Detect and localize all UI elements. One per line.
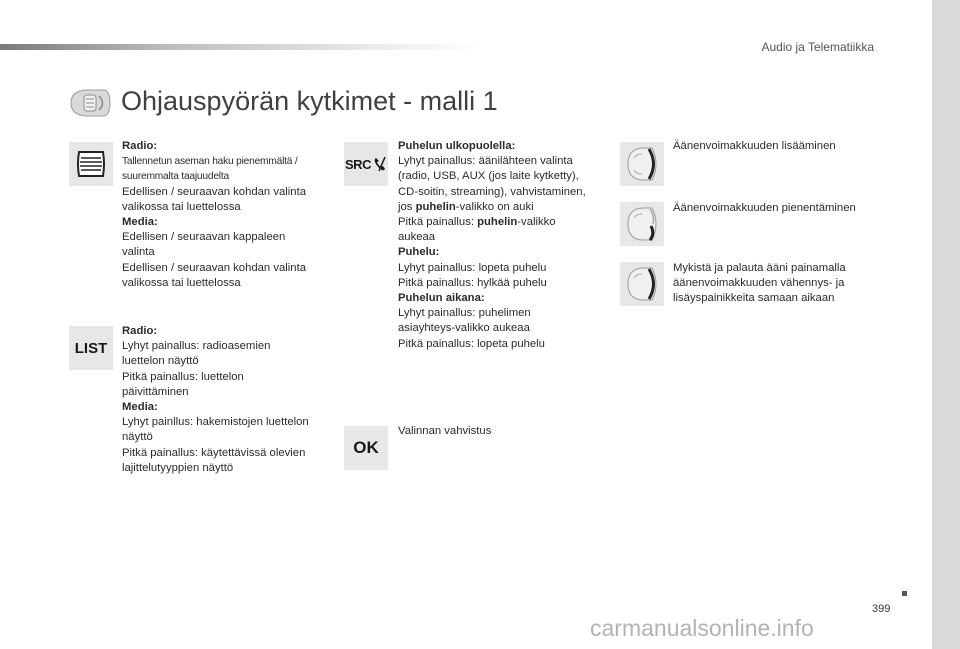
text-line: Lyhyt painllus: hakemistojen luettelon	[122, 416, 309, 429]
text-line: Valinnan vahvistus	[398, 425, 492, 437]
text-line: näyttö	[122, 431, 153, 444]
src-phone-button-icon	[344, 142, 388, 186]
text-line: Äänenvoimakkuuden pienentäminen	[673, 202, 856, 214]
text-line: Edellisen / seuraavan kappaleen	[122, 231, 286, 244]
mute-button-icon	[620, 262, 664, 306]
text-line: Lyhyt painallus: puhelimen	[398, 307, 531, 320]
text-line: Äänenvoimakkuuden lisääminen	[673, 140, 836, 152]
text-line: Pitkä painallus: luettelon	[122, 370, 244, 383]
text-line: valikossa tai luettelossa	[122, 276, 241, 289]
steering-control-icon	[68, 86, 112, 120]
text-line: suuremmalta taajuudelta	[122, 171, 229, 183]
right-margin-band	[932, 0, 960, 649]
volume-up-description	[673, 139, 836, 154]
text-line: luettelon näyttö	[122, 355, 199, 368]
text-line: Pitkä painallus: käytettävissä olevien	[122, 446, 306, 459]
text-line: Lyhyt painallus: lopeta puhelu	[398, 261, 547, 274]
scroll-wheel-icon	[69, 142, 113, 186]
radio-heading: Radio:	[122, 325, 158, 337]
text-line: lajittelutyyppien näyttö	[122, 461, 234, 474]
text-line: Edellisen / seuraavan kohdan valinta	[122, 261, 307, 274]
media-heading: Media:	[122, 401, 158, 414]
media-heading: Media:	[122, 216, 158, 229]
text-line: Pitkä painallus: puhelin-valikko	[398, 216, 556, 229]
text-line: Lyhyt painallus: radioasemien	[122, 340, 271, 353]
text-line: lisäyspainikkeita samaan aikaan	[673, 292, 835, 305]
text-line: valinta	[122, 246, 155, 259]
text-line: Mykistä ja palauta ääni painamalla	[673, 262, 846, 274]
text-line: CD-soitin, streaming), vahvistaminen,	[398, 185, 586, 198]
text-line: (radio, USB, AUX (jos laite kytketty),	[398, 170, 579, 183]
text-line: päivittäminen	[122, 385, 189, 398]
text-line: Edellisen / seuraavan kohdan valinta	[122, 185, 307, 198]
text-line: Tallennetun aseman haku pienemmältä /	[122, 156, 298, 168]
page-marker	[902, 591, 907, 596]
text-line: jos puhelin-valikko on auki	[398, 200, 534, 213]
src-label: SRC	[345, 156, 371, 172]
header-gradient-bar	[0, 44, 480, 50]
phone-icon	[373, 156, 387, 172]
volume-down-button-icon	[620, 202, 664, 246]
text-line: asiayhteys-valikko aukeaa	[398, 322, 530, 335]
text-line: valikossa tai luettelossa	[122, 200, 241, 213]
ok-description	[398, 424, 491, 439]
text-line: aukeaa	[398, 231, 436, 244]
text-line: Lyhyt painallus: äänilähteen valinta	[398, 155, 573, 168]
ok-button-icon	[344, 426, 388, 470]
text-line: äänenvoimakkuuden vähennys- ja	[673, 277, 845, 290]
radio-scroll-description	[122, 139, 306, 291]
list-description	[122, 324, 309, 476]
volume-down-description	[673, 201, 856, 216]
ok-label: OK	[353, 438, 379, 457]
list-label: LIST	[74, 339, 108, 357]
volume-up-button-icon	[620, 142, 664, 186]
during-call-heading: Puhelun aikana:	[398, 292, 485, 305]
radio-heading: Radio:	[122, 140, 158, 152]
page-number: 399	[872, 603, 891, 615]
list-button-icon	[69, 326, 113, 370]
text-line: Pitkä painallus: lopeta puhelu	[398, 337, 545, 350]
outside-call-heading: Puhelun ulkopuolella:	[398, 140, 516, 152]
call-heading: Puhelu:	[398, 246, 440, 259]
src-description	[398, 139, 586, 352]
page-title: Ohjauspyörän kytkimet - malli 1	[121, 86, 498, 116]
section-title: Audio ja Telematiikka	[761, 40, 874, 54]
mute-description	[673, 261, 846, 307]
watermark: carmanualsonline.info	[590, 615, 814, 641]
text-line: Pitkä painallus: hylkää puhelu	[398, 276, 547, 289]
